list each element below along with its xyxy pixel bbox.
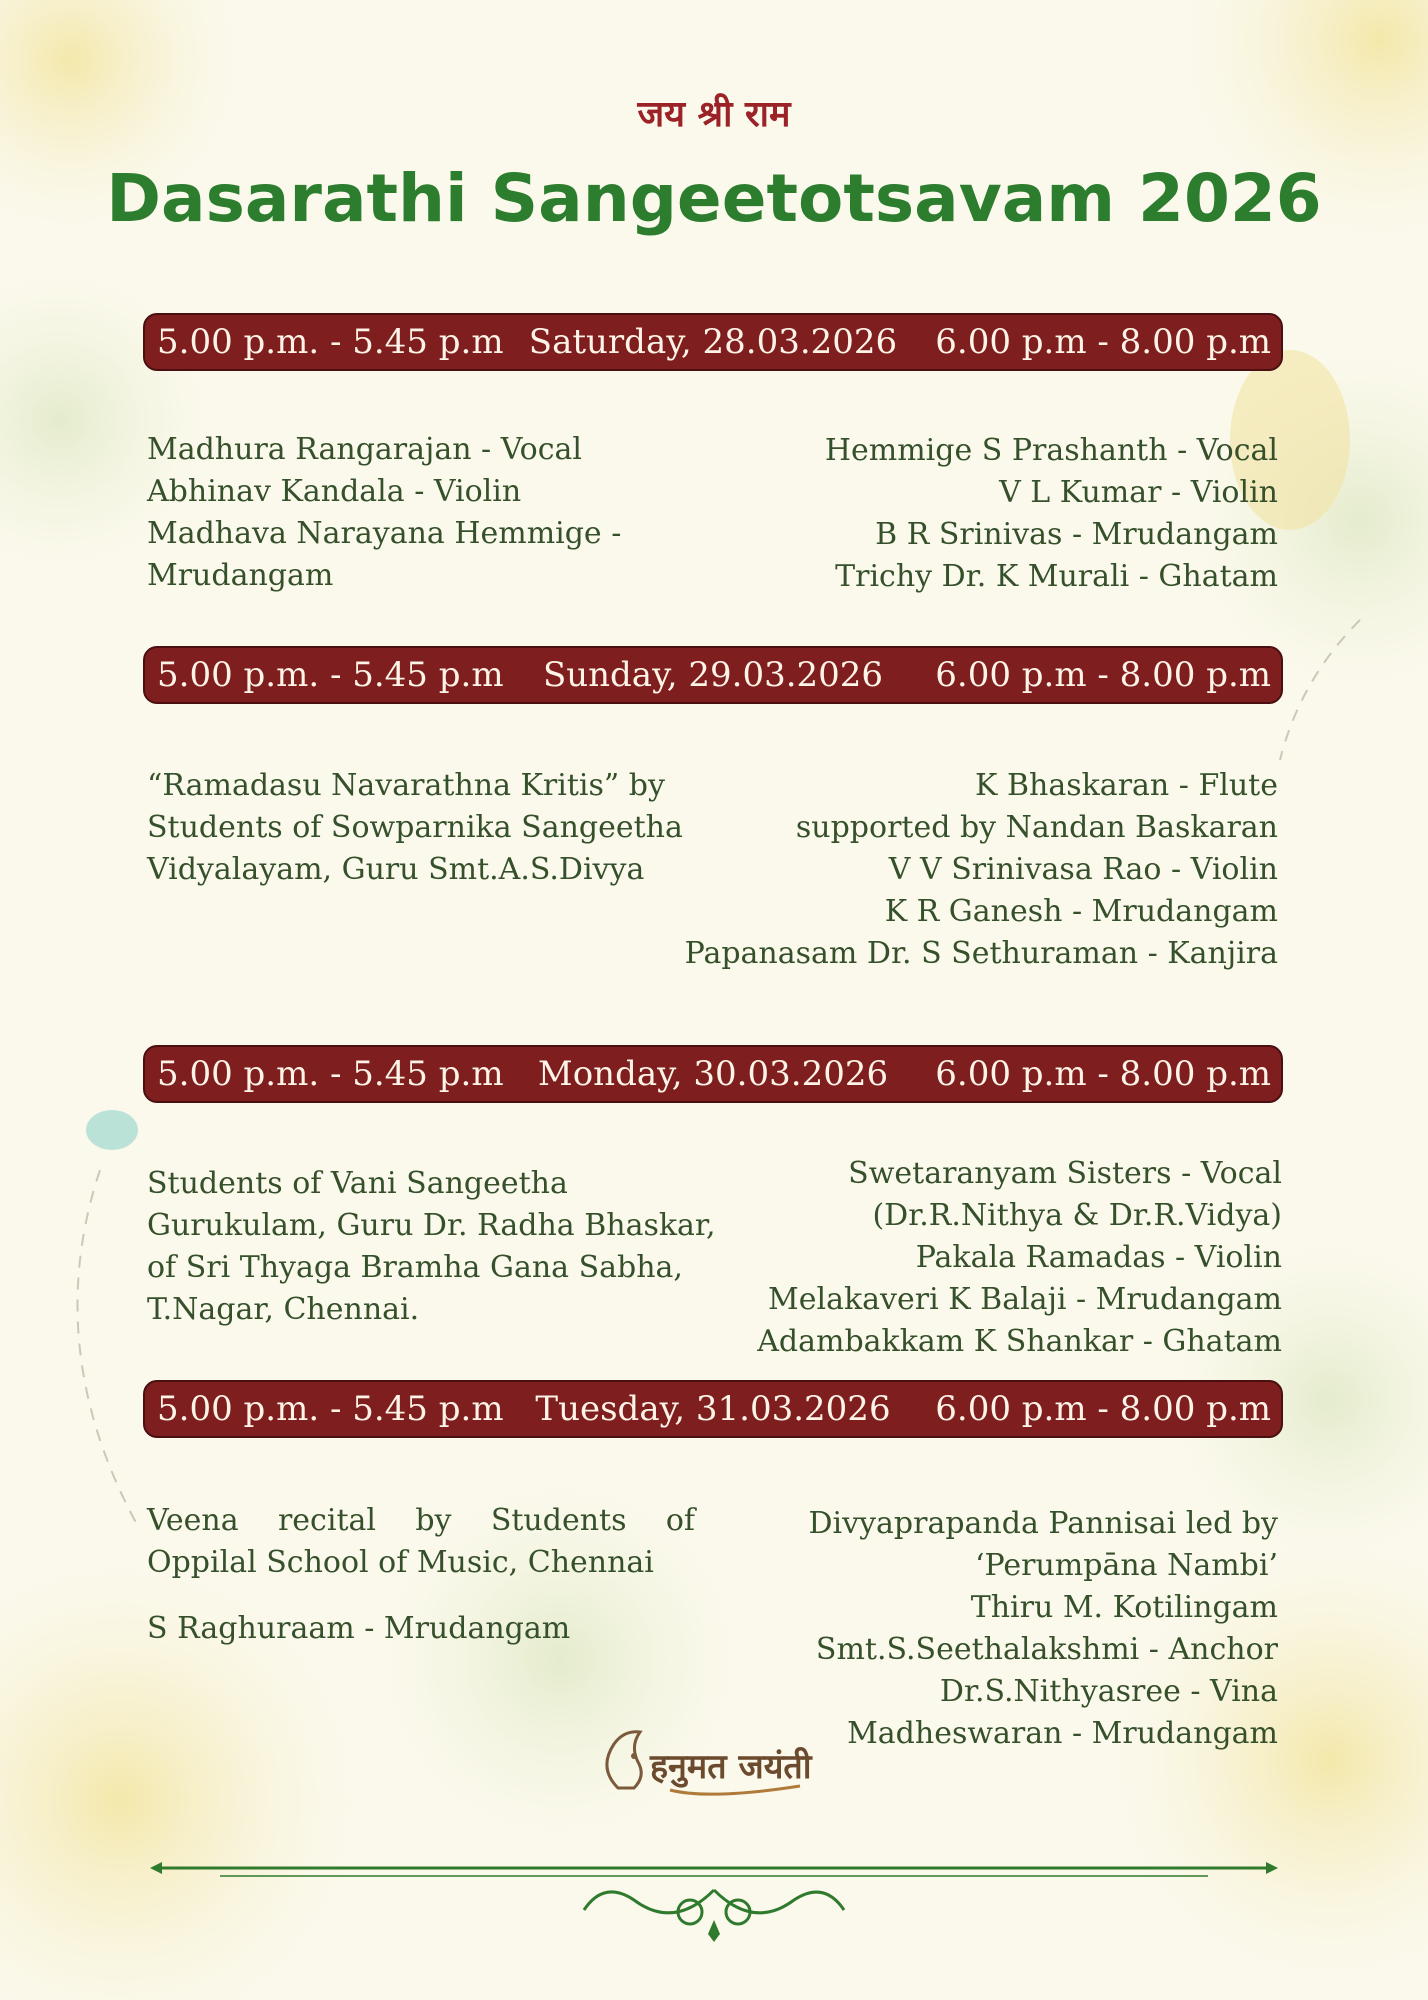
performer-line: Madhava Narayana Hemmige -	[147, 516, 622, 551]
performer-line: of Sri Thyaga Bramha Gana Sabha,	[147, 1250, 683, 1285]
schedule-banner	[143, 1380, 1283, 1438]
date-label: Sunday, 29.03.2026	[542, 655, 884, 695]
early-performers	[147, 1163, 716, 1331]
performer-line: T.Nagar, Chennai.	[147, 1292, 420, 1327]
performer-line: Thiru M. Kotilingam	[970, 1590, 1278, 1625]
ornament-divider	[150, 1850, 1278, 1950]
performer-line: Oppilal School of Music, Chennai	[147, 1545, 654, 1580]
performer-line: S Raghuraam - Mrudangam	[147, 1611, 571, 1646]
performer-line: Students of Sowparnika Sangeetha	[147, 810, 683, 845]
performer-line: V V Srinivasa Rao - Violin	[888, 852, 1278, 887]
performer-line: “Ramadasu Navarathna Kritis” by	[147, 768, 665, 803]
late-performers	[685, 765, 1278, 975]
early-time: 5.00 p.m. - 5.45 p.m	[157, 1389, 504, 1429]
performer-line: Gurukulam, Guru Dr. Radha Bhaskar,	[147, 1208, 716, 1243]
late-performers	[825, 430, 1278, 598]
blessing-text: जय श्री राम	[637, 94, 791, 135]
late-time: 6.00 p.m - 8.00 p.m	[935, 1389, 1271, 1429]
performer-line: Madheswaran - Mrudangam	[847, 1716, 1278, 1751]
date-label: Monday, 30.03.2026	[537, 1054, 889, 1094]
performer-line: Pakala Ramadas - Violin	[915, 1240, 1282, 1275]
performer-line: Students of Vani Sangeetha	[147, 1166, 568, 1201]
date-label: Tuesday, 31.03.2026	[535, 1389, 891, 1429]
performer-line: B R Srinivas - Mrudangam	[875, 517, 1278, 552]
schedule-banner	[143, 1045, 1283, 1103]
logo-text: हनुमत जयंती	[650, 1747, 812, 1787]
late-performers	[808, 1503, 1278, 1755]
performer-line: Melakaveri K Balaji - Mrudangam	[768, 1282, 1282, 1317]
performer-line: V L Kumar - Violin	[999, 475, 1278, 510]
performer-line: Trichy Dr. K Murali - Ghatam	[835, 559, 1278, 594]
late-time: 6.00 p.m - 8.00 p.m	[935, 322, 1271, 362]
late-performers	[757, 1153, 1282, 1363]
performer-line: Smt.S.Seethalakshmi - Anchor	[815, 1632, 1278, 1667]
performer-line: Dr.S.Nithyasree - Vina	[939, 1674, 1278, 1709]
performer-line: (Dr.R.Nithya & Dr.R.Vidya)	[872, 1198, 1282, 1233]
early-time: 5.00 p.m. - 5.45 p.m	[157, 322, 504, 362]
performer-line: ‘Perumpāna Nambi’	[975, 1548, 1278, 1583]
early-performers	[147, 429, 621, 597]
early-performers	[147, 1500, 695, 1650]
early-time: 5.00 p.m. - 5.45 p.m	[157, 1054, 504, 1094]
performer-line: Divyaprapanda Pannisai led by	[808, 1506, 1278, 1541]
performer-line: Papanasam Dr. S Sethuraman - Kanjira	[684, 936, 1278, 971]
performer-line: Adambakkam K Shankar - Ghatam	[757, 1324, 1282, 1359]
hanuman-logo-icon	[590, 1718, 850, 1808]
performer-line: K R Ganesh - Mrudangam	[884, 894, 1278, 929]
performer-line: K Bhaskaran - Flute	[975, 768, 1278, 803]
date-label: Saturday, 28.03.2026	[528, 322, 898, 362]
page-title: Dasarathi Sangeetotsavam 2026	[106, 160, 1322, 237]
schedule-banner	[143, 646, 1283, 704]
early-performers	[147, 765, 683, 891]
performer-line: Veena recital by Students of	[147, 1503, 695, 1538]
performer-line: Abhinav Kandala - Violin	[147, 474, 522, 509]
performer-line: Mrudangam	[147, 558, 334, 593]
performer-line: Hemmige S Prashanth - Vocal	[824, 433, 1278, 468]
early-time: 5.00 p.m. - 5.45 p.m	[157, 655, 504, 695]
late-time: 6.00 p.m - 8.00 p.m	[935, 1054, 1271, 1094]
performer-line: supported by Nandan Baskaran	[795, 810, 1278, 845]
performer-line: Madhura Rangarajan - Vocal	[147, 432, 582, 467]
performer-line: Swetaranyam Sisters - Vocal	[848, 1156, 1282, 1191]
schedule-banner	[143, 313, 1283, 371]
performer-line: Vidyalayam, Guru Smt.A.S.Divya	[147, 852, 645, 887]
late-time: 6.00 p.m - 8.00 p.m	[935, 655, 1271, 695]
